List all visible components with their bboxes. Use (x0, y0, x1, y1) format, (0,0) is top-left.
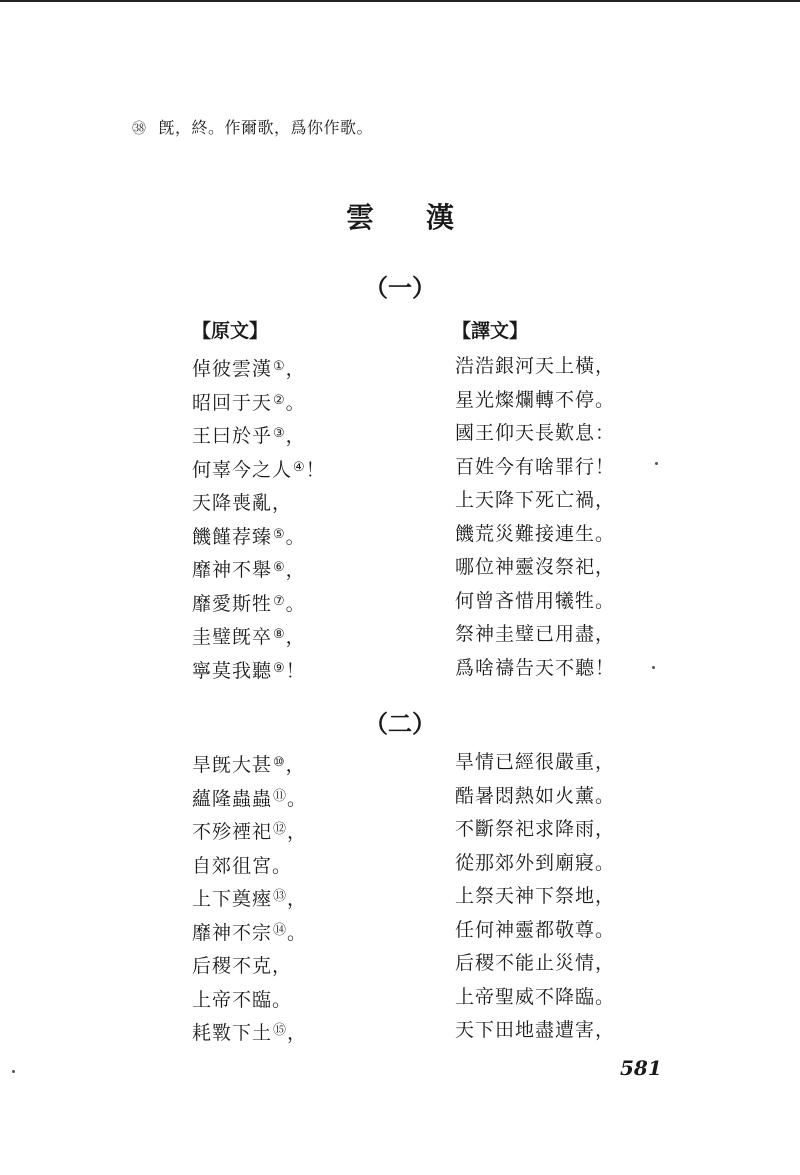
original-line: 王曰於乎③， (192, 425, 306, 447)
translation-line: 旱情已經很嚴重， (455, 751, 616, 773)
translation-line: 上天降下死亡禍， (455, 489, 616, 511)
poem-title: 雲漢 (345, 201, 506, 234)
note-marker: ⑮ (273, 1023, 288, 1038)
original-line: 何辜今之人④！ (192, 458, 326, 481)
note-marker: ⑧ (273, 627, 286, 642)
translation-line: 任何神靈都敬尊。 (455, 918, 616, 941)
translation-line: 祭神圭璧已用盡， (455, 623, 616, 645)
top-rule (0, 0, 800, 2)
original-line: 上下奠瘞⑬， (192, 888, 308, 910)
note-marker: ② (273, 392, 286, 408)
original-line: 倬彼雲漢①， (192, 358, 306, 380)
note-marker: ⑫ (273, 822, 288, 837)
translation-line: 從那郊外到廟寢。 (455, 851, 616, 874)
translation-line: 何曾吝惜用犧牲。 (455, 589, 616, 612)
translation-line: 星光燦爛轉不停。 (455, 388, 616, 411)
translation-line: 上帝聖威不降臨。 (455, 985, 616, 1008)
translation-line: 后稷不能止災情， (455, 952, 616, 974)
original-line: 不殄禋祀⑫， (192, 821, 308, 843)
scan-speck (12, 1070, 15, 1073)
translation-heading: 【譯文】 (452, 320, 529, 342)
original-line: 天降喪亂， (192, 492, 293, 514)
section-2-original (192, 746, 307, 1048)
section-2-translation (455, 746, 615, 1048)
original-line: 耗斁下土⑮， (192, 1022, 308, 1044)
section-number-1: （一） (364, 273, 436, 302)
translation-line: 百姓今有啥罪行！ (455, 455, 616, 478)
translation-line: 不斷祭祀求降雨， (455, 818, 616, 840)
footnote (132, 115, 373, 138)
translation-line: 天下田地盡遭害， (455, 1019, 616, 1041)
note-marker: ⑭ (273, 922, 288, 938)
scan-speck (652, 666, 655, 669)
footnote-text: 旣，終。作爾歌，爲你作歌。 (158, 118, 374, 137)
original-line: 旱旣大甚⑩， (192, 754, 306, 776)
section-1-translation (455, 350, 615, 685)
note-marker: ⑨ (273, 660, 286, 676)
section-number-2: （二） (364, 709, 436, 738)
footnote-marker: ㊳ (132, 121, 147, 137)
note-marker: ① (273, 359, 286, 374)
translation-line: 酷暑悶熱如火薰。 (455, 784, 616, 807)
original-line: 昭回于天②。 (192, 391, 306, 414)
note-marker: ⑪ (273, 788, 288, 804)
scan-speck (655, 462, 658, 465)
translation-line: 浩浩銀河天上橫， (455, 355, 616, 377)
section-1-original (192, 350, 326, 685)
note-marker: ④ (293, 459, 306, 475)
note-marker: ⑥ (273, 560, 286, 575)
note-marker: ⑦ (273, 593, 286, 609)
original-line: 上帝不臨。 (192, 988, 293, 1011)
original-line: 后稷不克， (192, 955, 293, 977)
original-line: 蘊隆蟲蟲⑪。 (192, 787, 308, 810)
translation-line: 上祭天神下祭地， (455, 885, 616, 907)
note-marker: ⑩ (273, 755, 286, 770)
translation-line: 國王仰天長歎息： (455, 422, 616, 444)
original-line: 圭璧旣卒⑧， (192, 626, 306, 648)
page-number: 581 (620, 1056, 662, 1080)
original-line: 靡神不宗⑭。 (192, 921, 308, 944)
translation-line: 爲啥禱告天不聽！ (455, 656, 616, 679)
note-marker: ③ (273, 426, 286, 441)
original-heading: 【原文】 (192, 320, 269, 342)
translation-line: 哪位神靈沒祭祀， (455, 556, 616, 578)
note-marker: ⑬ (273, 889, 288, 904)
original-line: 饑饉荐臻⑤。 (192, 525, 306, 548)
original-line: 靡神不舉⑥， (192, 559, 306, 581)
original-line: 自郊徂宮。 (192, 854, 293, 877)
original-line: 寧莫我聽⑨！ (192, 659, 306, 682)
original-line: 靡愛斯牲⑦。 (192, 592, 306, 615)
note-marker: ⑤ (273, 526, 286, 542)
translation-line: 饑荒災難接連生。 (455, 522, 616, 545)
